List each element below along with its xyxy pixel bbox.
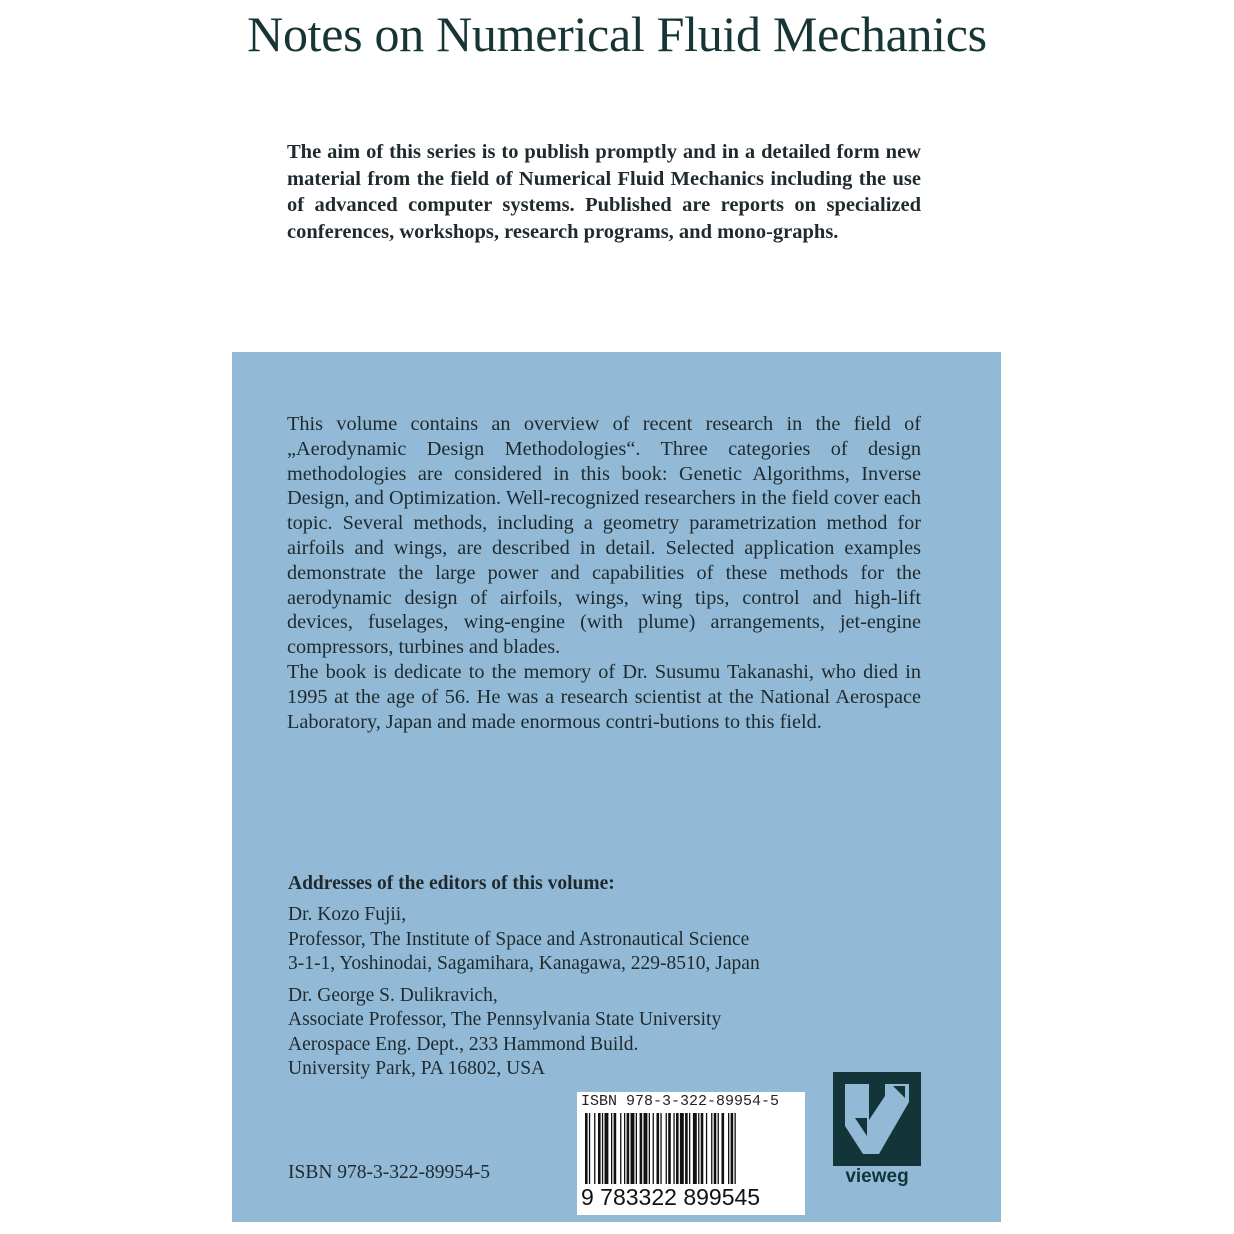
barcode-isbn-label: ISBN 978-3-322-89954-5 [581, 1093, 780, 1110]
volume-description [287, 412, 921, 734]
editor-affiliation: Professor, The Institute of Space and Astronautical Science [288, 928, 750, 950]
barcode-bars-icon [585, 1113, 797, 1185]
editor-address: Aerospace Eng. Dept., 233 Hammond Build. [288, 1033, 639, 1055]
isbn-barcode [577, 1092, 805, 1215]
editor-dulikravich [288, 984, 848, 1082]
editor-fujii [288, 903, 848, 977]
editor-address: 3-1-1, Yoshinodai, Sagamihara, Kanagawa, 229-8510, Japan [288, 953, 760, 974]
editor-address-city: University Park, PA 16802, USA [288, 1058, 546, 1079]
series-title: Notes on Numerical Fluid Mechanics [247, 6, 987, 62]
editors-heading: Addresses of the editors of this volume: [288, 873, 615, 894]
vieweg-logo [833, 1072, 921, 1192]
editor-name: Dr. George S. Dulikravich, [288, 984, 498, 1006]
editor-name: Dr. Kozo Fujii, [288, 904, 407, 925]
isbn-text: ISBN 978-3-322-89954-5 [288, 1162, 491, 1183]
barcode-number: 9 783322 899545 [581, 1184, 801, 1210]
series-aim-paragraph: The aim of this series is to publish promptly and in a detailed form new material from the field of Numerical Fluid Mechanics including the use of advanced computer systems. Published are reports on specialized conferences, workshops, research programs, and mono-graphs. [287, 141, 921, 243]
dedication-paragraph: The book is dedicate to the memory of Dr. Susumu Takanashi, who died in 1995 at the age of 56. He was a research scientist at the National Aerospace Laboratory, Japan and made enormous contri-butions to this field. [287, 660, 921, 733]
editors-section [288, 871, 848, 1089]
vieweg-logo-icon [833, 1072, 921, 1166]
editor-affiliation: Associate Professor, The Pennsylvania State University [288, 1009, 722, 1030]
publisher-name: vieweg [845, 1166, 909, 1187]
volume-description-paragraph: This volume contains an overview of recent research in the field of „Aerodynamic Design Methodologies“. Three categories of design methodologies are considered in this book: Genetic Algorithms, Inverse Design, and Optimization. Well-recognized researchers in the field cover each topic. Several methods, including a geometry parametrization method for airfoils and wings, are described in detail. Selected application examples demonstrate the large power and capabilities of these methods for the aerodynamic design of airfoils, wings, wing tips, control and high-lift devices, fuselages, wing-engine (with plume) arrangements, jet-engine compressors, turbines and blades. [287, 413, 921, 659]
